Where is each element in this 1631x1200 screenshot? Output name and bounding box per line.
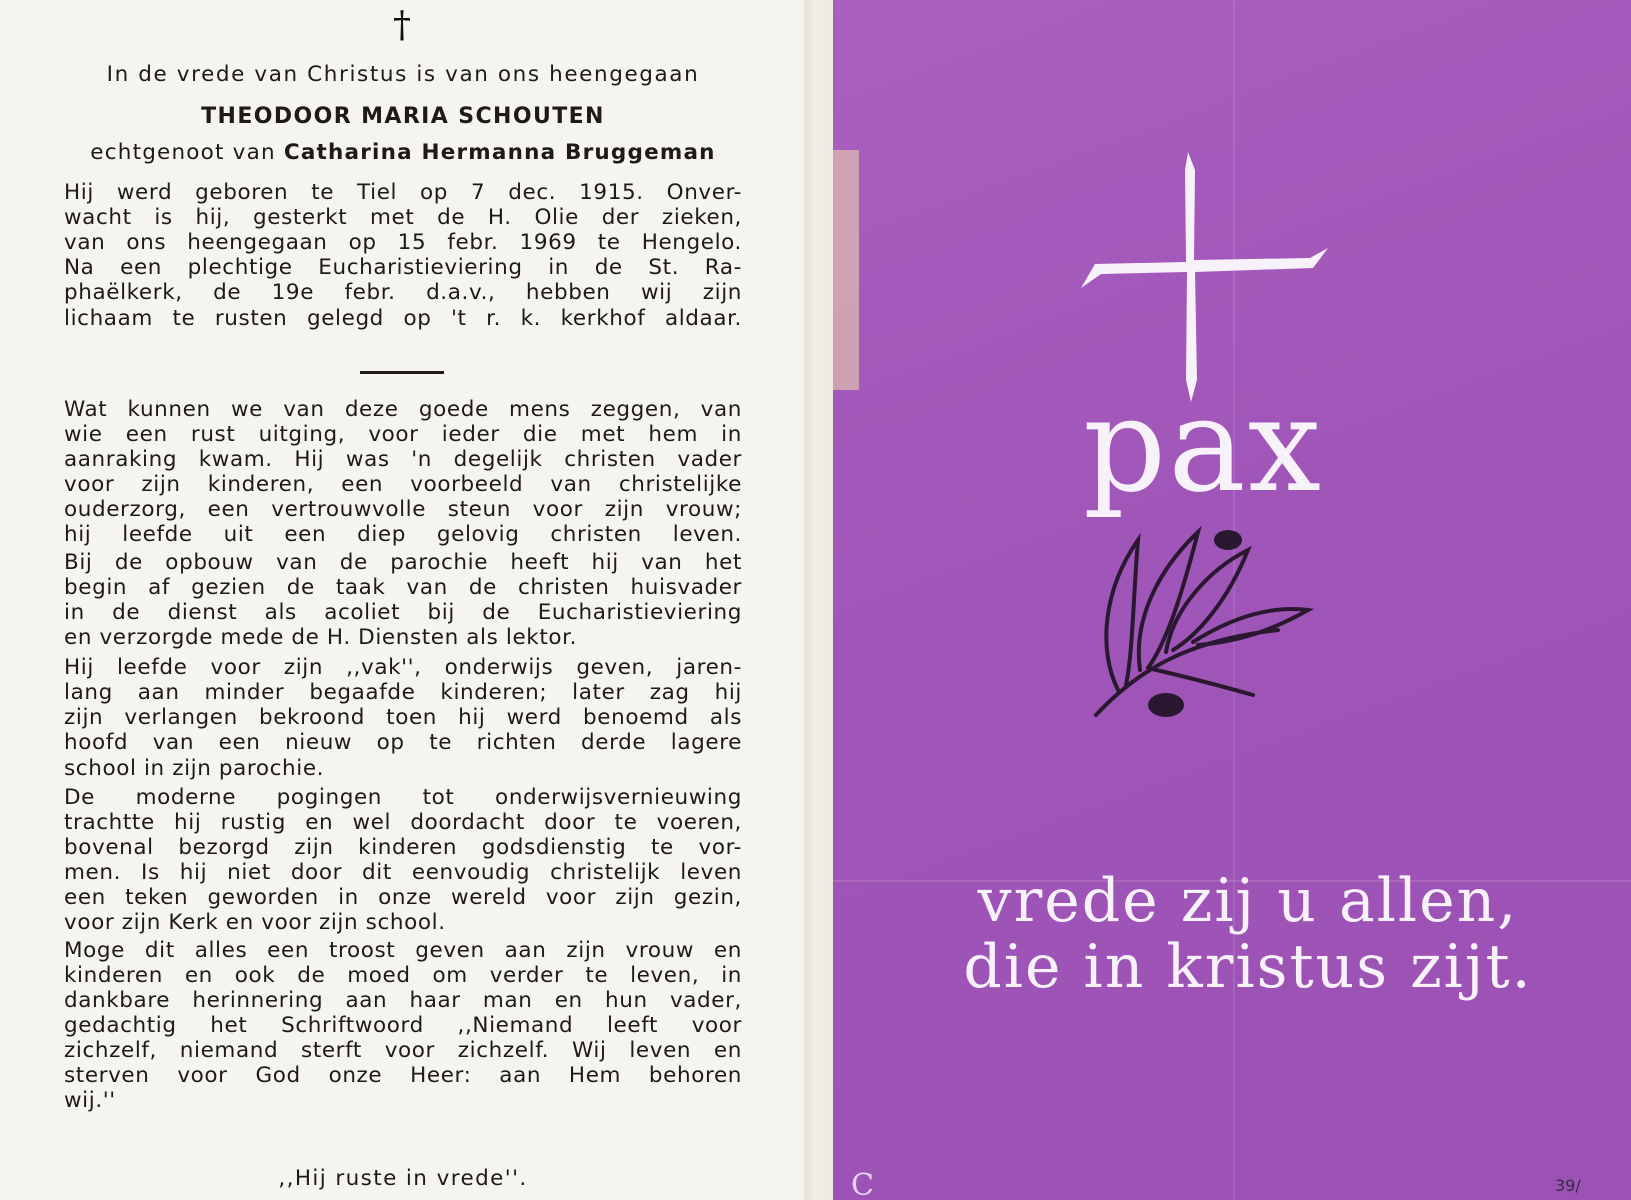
tribute-line: voor zijn Kerk en voor zijn school. [64,910,446,935]
tribute-line: kinderen en ook de moed om verder te leven, in [64,963,742,988]
bio-line: wacht is hij, gesterkt met de H. Olie der zieken, [64,205,742,230]
tribute-line: lang aan minder begaafde kinderen; later zag hij [64,680,742,705]
page-fold [804,0,834,1200]
print-code: 39/ [1555,1176,1581,1195]
tribute-line: gedachtig het Schriftwoord ,,Niemand leeft voor [64,1013,742,1038]
tribute-line: men. Is hij niet door dit eenvoudig christelijk leven [64,860,742,885]
motto-line: die in kristus zijt. [963,932,1533,1002]
spouse-prefix: echtgenoot van [90,140,276,165]
tribute-line: dankbare herinnering aan haar man en hun vader, [64,988,742,1013]
tribute-line: Hij leefde voor zijn ,,vak'', onderwijs geven, jaren- [64,655,742,680]
tribute-line: in de dienst als acoliet bij de Eucharistieviering [64,600,742,625]
tribute-line: hij leefde uit een diep gelovig christen leven. [64,522,742,547]
tribute-line: voor zijn kinderen, een voorbeeld van christelijke [64,472,742,497]
tribute-line: ouderzorg, een vertrouwvolle steun voor zijn vrouw; [64,497,742,522]
tribute-line: wie een rust uitging, voor ieder die met hem in [64,422,742,447]
opening-line: In de vrede van Christus is van ons heengegaan [106,62,700,87]
spouse-line [64,140,742,166]
tribute-line: wij.'' [64,1088,116,1113]
cross-icon: † [393,5,411,46]
tribute-line: trachtte hij rustig en wel doordacht door te voeren, [64,810,742,835]
bio-line: Hij werd geboren te Tiel op 7 dec. 1915. Onver- [64,180,742,205]
tribute-line: bovenal bezorgd zijn kinderen godsdienstig te vor- [64,835,742,860]
tribute-line: een teken geworden in onze wereld voor zijn gezin, [64,885,742,910]
cross-icon [1073,150,1333,410]
tribute-line: begin af gezien de taak van de christen huisvader [64,575,742,600]
memorial-card-text-page [0,0,806,1200]
tribute-line: De moderne pogingen tot onderwijsvernieuwing [64,785,742,810]
tribute-line: aanraking kwam. Hij was 'n degelijk christen vader [64,447,742,472]
tribute-line: zijn verlangen bekroond toen hij werd benoemd als [64,705,742,730]
tribute-line: Wat kunnen we van deze goede mens zeggen, van [64,397,742,422]
divider-rule [360,371,444,374]
tribute-line: Bij de opbouw van de parochie heeft hij van het [64,550,742,575]
bio-line: Na een plechtige Eucharistieviering in de St. Ra- [64,255,742,280]
tribute-line: hoofd van een nieuw op te richten derde lagere [64,730,742,755]
memorial-card-cover [833,0,1631,1200]
tribute-line: en verzorgde mede de H. Diensten als lektor. [64,625,578,650]
bio-line: phaëlkerk, de 19e febr. d.a.v., hebben wij zijn [64,280,742,305]
tribute-line: zichzelf, niemand sterft voor zichzelf. Wij leven en [64,1038,742,1063]
motto [928,868,1568,1000]
motto-line: vrede zij u allen, [977,866,1519,936]
deceased-name: THEODOOR MARIA SCHOUTEN [201,104,605,129]
tribute-line: Moge dit alles een troost geven aan zijn vrouw en [64,938,742,963]
closing-line: ,,Hij ruste in vrede''. [278,1166,528,1191]
pax-monogram [1083,380,1383,540]
bio-line: lichaam te rusten gelegd op 't r. k. kerkhof aldaar. [64,306,742,331]
spouse-name: Catharina Hermanna Bruggeman [283,140,716,165]
tribute-line: sterven voor God onze Heer: aan Hem behoren [64,1063,742,1088]
tribute-line: school in zijn parochie. [64,756,325,781]
publisher-mark: C [851,1168,874,1200]
tape-strip [833,150,859,390]
bio-line: van ons heengegaan op 15 febr. 1969 te Hengelo. [64,230,742,255]
olive-branch-icon [1078,520,1318,720]
pax-word: pax [1083,380,1324,521]
